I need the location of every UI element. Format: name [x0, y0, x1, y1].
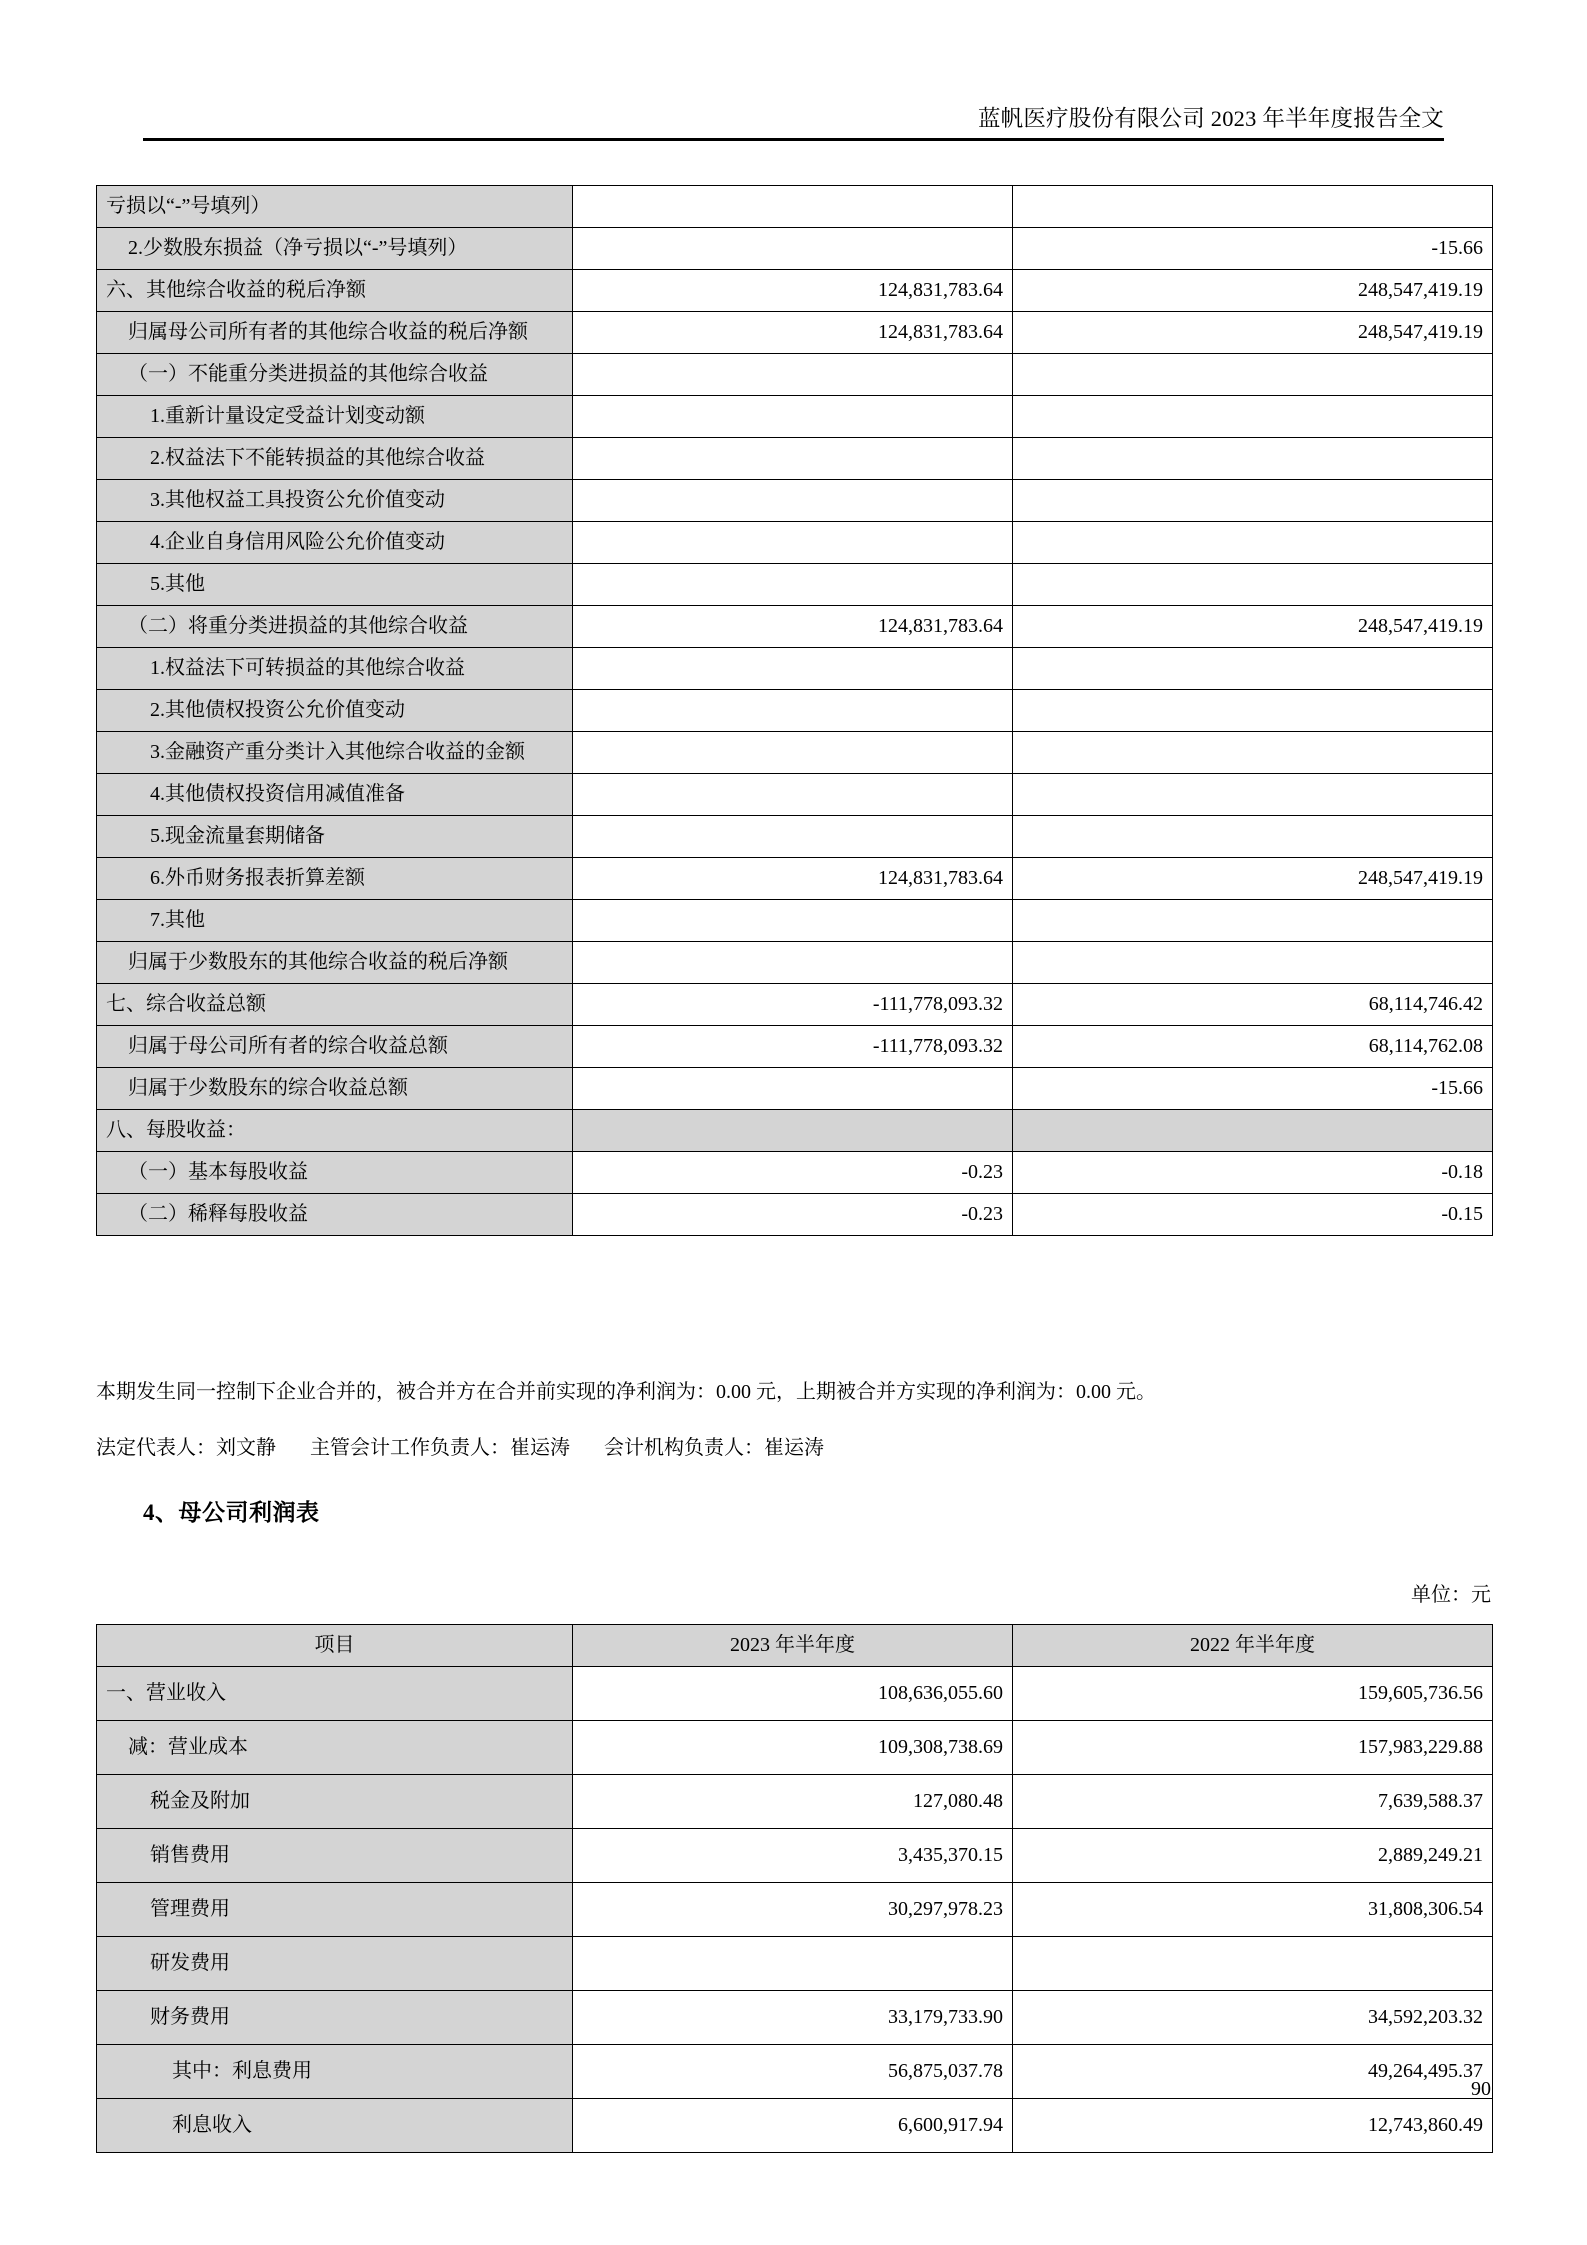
header-divider-rule [143, 138, 1444, 141]
row-value-prior-period [1013, 480, 1493, 522]
table-row [97, 2045, 1493, 2099]
row-value-prior-period: -0.18 [1013, 1152, 1493, 1194]
table-row [97, 1829, 1493, 1883]
table-row [97, 228, 1493, 270]
table-row [97, 396, 1493, 438]
table-row [97, 1152, 1493, 1194]
row-value-current-period: 6,600,917.94 [573, 2099, 1013, 2153]
row-label: 七、综合收益总额 [97, 984, 573, 1026]
row-label: 研发费用 [97, 1937, 573, 1991]
row-value-prior-period [1013, 690, 1493, 732]
row-value-current-period [573, 774, 1013, 816]
row-value-current-period [573, 354, 1013, 396]
row-label: 归属母公司所有者的其他综合收益的税后净额 [97, 312, 573, 354]
row-value-prior-period: -15.66 [1013, 228, 1493, 270]
row-value-current-period: 56,875,037.78 [573, 2045, 1013, 2099]
row-value-current-period [573, 564, 1013, 606]
table-row [97, 900, 1493, 942]
row-label: （一）不能重分类进损益的其他综合收益 [97, 354, 573, 396]
row-value-current-period [573, 690, 1013, 732]
row-value-current-period: 109,308,738.69 [573, 1721, 1013, 1775]
table-row [97, 1721, 1493, 1775]
table-row [97, 438, 1493, 480]
row-label: 2.少数股东损益（净亏损以“-”号填列） [97, 228, 573, 270]
row-label: 销售费用 [97, 1829, 573, 1883]
row-value-current-period [573, 816, 1013, 858]
row-value-prior-period: 2,889,249.21 [1013, 1829, 1493, 1883]
row-label: 1.重新计量设定受益计划变动额 [97, 396, 573, 438]
row-value-prior-period [1013, 816, 1493, 858]
row-label: 6.外币财务报表折算差额 [97, 858, 573, 900]
row-label: 归属于少数股东的综合收益总额 [97, 1068, 573, 1110]
table-row [97, 1991, 1493, 2045]
row-value-prior-period [1013, 732, 1493, 774]
parent-income-table-head [97, 1625, 1493, 1667]
row-value-current-period [573, 438, 1013, 480]
parent-income-table-body [97, 1667, 1493, 2153]
column-header-1: 2023 年半年度 [573, 1625, 1013, 1667]
table-row [97, 522, 1493, 564]
row-label: 六、其他综合收益的税后净额 [97, 270, 573, 312]
row-value-prior-period: 31,808,306.54 [1013, 1883, 1493, 1937]
row-value-current-period [573, 522, 1013, 564]
consolidated-income-table-body [97, 186, 1493, 1236]
row-value-current-period: -111,778,093.32 [573, 1026, 1013, 1068]
row-value-prior-period [1013, 522, 1493, 564]
row-value-current-period: 124,831,783.64 [573, 606, 1013, 648]
row-value-prior-period: 7,639,588.37 [1013, 1775, 1493, 1829]
row-value-prior-period: 248,547,419.19 [1013, 858, 1493, 900]
table-row [97, 1937, 1493, 1991]
row-value-prior-period [1013, 1110, 1493, 1152]
row-value-current-period: 33,179,733.90 [573, 1991, 1013, 2045]
row-label: 2.权益法下不能转损益的其他综合收益 [97, 438, 573, 480]
row-label: 减：营业成本 [97, 1721, 573, 1775]
row-label: 财务费用 [97, 1991, 573, 2045]
table-row [97, 2099, 1493, 2153]
row-label: 税金及附加 [97, 1775, 573, 1829]
unit-note: 单位：元 [1411, 1584, 1491, 1606]
row-value-current-period [573, 1068, 1013, 1110]
table-row [97, 942, 1493, 984]
table-row [97, 1068, 1493, 1110]
merger-net-profit-note: 本期发生同一控制下企业合并的，被合并方在合并前实现的净利润为：0.00 元，上期被合并方实现的净利润为：0.00 元。 [96, 1381, 1156, 1403]
column-header-2: 2022 年半年度 [1013, 1625, 1493, 1667]
table-row [97, 774, 1493, 816]
row-value-current-period [573, 900, 1013, 942]
row-value-prior-period [1013, 942, 1493, 984]
table-row [97, 1883, 1493, 1937]
table-row [97, 1026, 1493, 1068]
report-header-title: 蓝帆医疗股份有限公司 2023 年半年度报告全文 [977, 106, 1444, 131]
accounting-head-label: 主管会计工作负责人： [310, 1437, 510, 1459]
row-value-current-period: -0.23 [573, 1194, 1013, 1236]
table-row [97, 480, 1493, 522]
consolidated-income-statement-table [96, 185, 1493, 1236]
row-value-current-period: 124,831,783.64 [573, 270, 1013, 312]
row-value-current-period: 127,080.48 [573, 1775, 1013, 1829]
row-label: 4.企业自身信用风险公允价值变动 [97, 522, 573, 564]
table-row [97, 858, 1493, 900]
row-label: 5.其他 [97, 564, 573, 606]
table-row [97, 564, 1493, 606]
row-value-prior-period: -15.66 [1013, 1068, 1493, 1110]
table-row [97, 648, 1493, 690]
row-value-current-period: 108,636,055.60 [573, 1667, 1013, 1721]
row-label: 3.金融资产重分类计入其他综合收益的金额 [97, 732, 573, 774]
row-value-prior-period: 159,605,736.56 [1013, 1667, 1493, 1721]
row-label: 3.其他权益工具投资公允价值变动 [97, 480, 573, 522]
row-label: 7.其他 [97, 900, 573, 942]
table-row [97, 732, 1493, 774]
row-label: 4.其他债权投资信用减值准备 [97, 774, 573, 816]
row-label: 归属于母公司所有者的综合收益总额 [97, 1026, 573, 1068]
row-label: （二）稀释每股收益 [97, 1194, 573, 1236]
table-row [97, 1110, 1493, 1152]
row-value-current-period: -0.23 [573, 1152, 1013, 1194]
row-label: 2.其他债权投资公允价值变动 [97, 690, 573, 732]
row-value-current-period [573, 732, 1013, 774]
row-value-prior-period: 248,547,419.19 [1013, 270, 1493, 312]
row-label: 管理费用 [97, 1883, 573, 1937]
row-value-current-period [573, 1937, 1013, 1991]
row-value-prior-period [1013, 774, 1493, 816]
table-row [97, 312, 1493, 354]
row-value-prior-period [1013, 354, 1493, 396]
row-value-prior-period: 49,264,495.37 [1013, 2045, 1493, 2099]
row-value-current-period: -111,778,093.32 [573, 984, 1013, 1026]
row-value-prior-period: 68,114,746.42 [1013, 984, 1493, 1026]
signatories-line [96, 1432, 1496, 1464]
row-value-prior-period [1013, 564, 1493, 606]
row-value-prior-period [1013, 900, 1493, 942]
row-value-current-period [573, 396, 1013, 438]
legal-representative-name: 刘文静 [216, 1437, 276, 1459]
row-value-prior-period [1013, 438, 1493, 480]
parent-company-income-statement-table [96, 1624, 1493, 2153]
row-value-prior-period [1013, 648, 1493, 690]
table-row [97, 186, 1493, 228]
row-value-current-period: 3,435,370.15 [573, 1829, 1013, 1883]
row-value-current-period: 30,297,978.23 [573, 1883, 1013, 1937]
table-row [97, 1667, 1493, 1721]
row-value-prior-period: -0.15 [1013, 1194, 1493, 1236]
accounting-head-name: 崔运涛 [510, 1437, 570, 1459]
row-value-current-period [573, 480, 1013, 522]
accounting-institution-label: 会计机构负责人： [604, 1437, 764, 1459]
row-label: 1.权益法下可转损益的其他综合收益 [97, 648, 573, 690]
row-value-current-period: 124,831,783.64 [573, 858, 1013, 900]
row-value-current-period [573, 186, 1013, 228]
row-value-prior-period: 248,547,419.19 [1013, 312, 1493, 354]
page-number: 90 [1471, 2078, 1491, 2100]
table-row [97, 690, 1493, 732]
table-row [97, 606, 1493, 648]
row-label: （一）基本每股收益 [97, 1152, 573, 1194]
row-value-current-period [573, 1110, 1013, 1152]
row-label: 归属于少数股东的其他综合收益的税后净额 [97, 942, 573, 984]
row-label: 一、营业收入 [97, 1667, 573, 1721]
legal-representative-label: 法定代表人： [96, 1437, 216, 1459]
row-value-current-period: 124,831,783.64 [573, 312, 1013, 354]
row-value-prior-period: 34,592,203.32 [1013, 1991, 1493, 2045]
row-value-current-period [573, 648, 1013, 690]
row-value-prior-period: 248,547,419.19 [1013, 606, 1493, 648]
row-label: 八、每股收益： [97, 1110, 573, 1152]
row-value-prior-period [1013, 396, 1493, 438]
row-value-current-period [573, 228, 1013, 270]
row-value-prior-period [1013, 1937, 1493, 1991]
row-value-prior-period: 157,983,229.88 [1013, 1721, 1493, 1775]
table-row [97, 984, 1493, 1026]
table-row [97, 270, 1493, 312]
row-label: 5.现金流量套期储备 [97, 816, 573, 858]
row-value-prior-period: 68,114,762.08 [1013, 1026, 1493, 1068]
table-row [97, 1775, 1493, 1829]
table-row [97, 816, 1493, 858]
table-header-row [97, 1625, 1493, 1667]
section-heading-parent-income-statement: 4、母公司利润表 [143, 1500, 320, 1525]
accounting-institution-name: 崔运涛 [764, 1437, 824, 1459]
table-row [97, 1194, 1493, 1236]
row-value-prior-period: 12,743,860.49 [1013, 2099, 1493, 2153]
page-header [143, 105, 1444, 141]
table-row [97, 354, 1493, 396]
row-label: （二）将重分类进损益的其他综合收益 [97, 606, 573, 648]
column-header-0: 项目 [97, 1625, 573, 1667]
row-label: 其中：利息费用 [97, 2045, 573, 2099]
row-value-prior-period [1013, 186, 1493, 228]
row-value-current-period [573, 942, 1013, 984]
row-label: 利息收入 [97, 2099, 573, 2153]
row-label: 亏损以“-”号填列） [97, 186, 573, 228]
